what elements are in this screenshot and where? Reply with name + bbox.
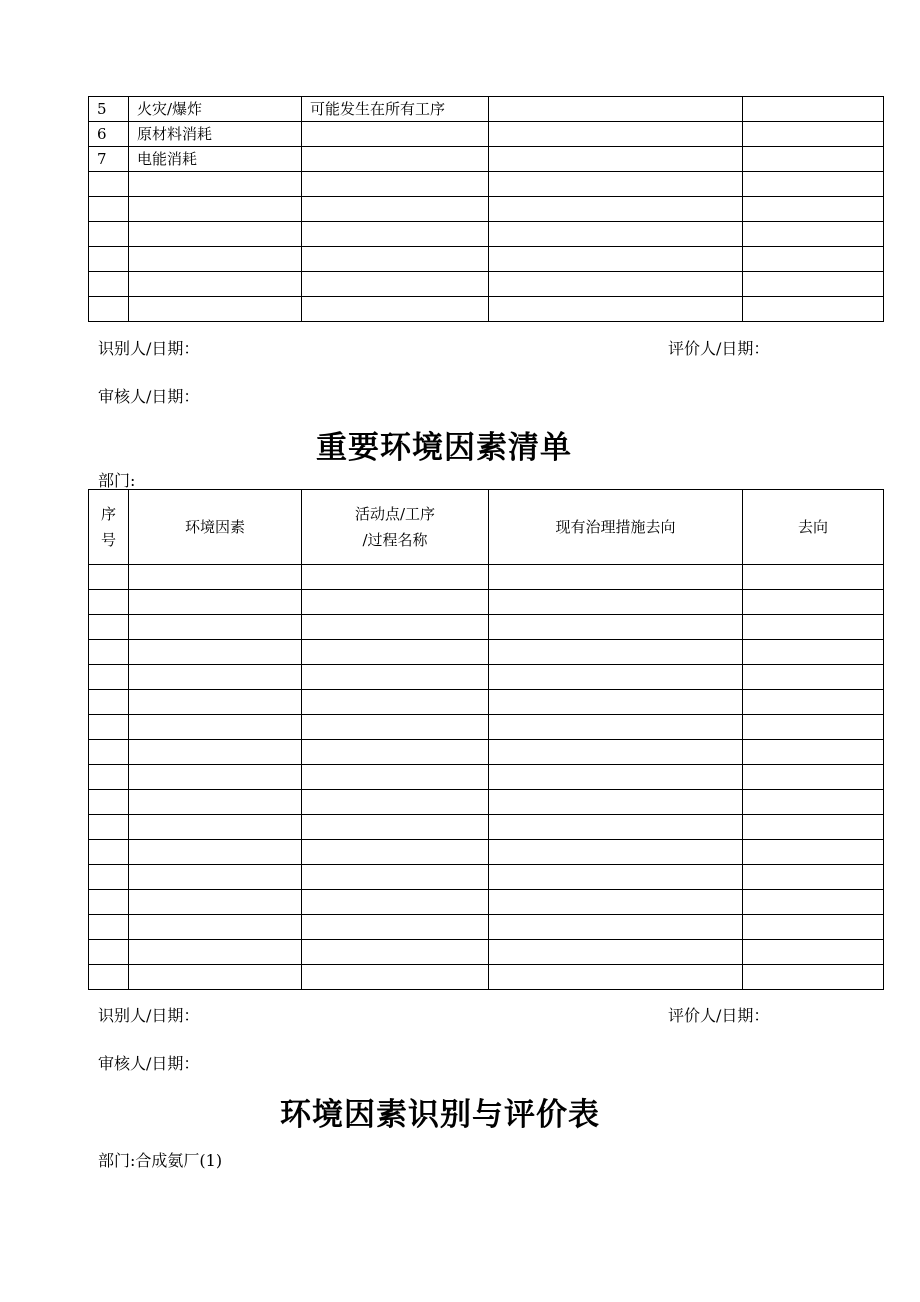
- table-row: [89, 97, 884, 122]
- table-cell: [489, 97, 743, 122]
- table-cell: [129, 565, 302, 590]
- table-cell: 可能发生在所有工序: [302, 97, 489, 122]
- table-row: [89, 590, 884, 615]
- table-cell: [743, 840, 884, 865]
- header-cell: 环境因素: [129, 490, 302, 565]
- header-cell: 序 号: [89, 490, 129, 565]
- table-row: [89, 222, 884, 247]
- table-cell: [302, 147, 489, 172]
- table-cell: [743, 740, 884, 765]
- aspect-evaluation-title: 环境因素识别与评价表: [280, 1097, 600, 1133]
- table-cell: [489, 640, 743, 665]
- table-row: [89, 865, 884, 890]
- table-cell: [129, 172, 302, 197]
- table-cell: [129, 840, 302, 865]
- table-cell: 5: [89, 97, 129, 122]
- table-cell: [489, 565, 743, 590]
- table-row: [89, 715, 884, 740]
- header-cell: 活动点/工序 /过程名称: [302, 490, 489, 565]
- table-cell: [489, 197, 743, 222]
- table-cell: [489, 665, 743, 690]
- table-cell: [89, 297, 129, 322]
- table-cell: [302, 590, 489, 615]
- table-cell: [489, 222, 743, 247]
- department-label-2: 部门:: [98, 471, 136, 490]
- table-cell: [89, 222, 129, 247]
- table-cell: [489, 790, 743, 815]
- table-cell: [302, 172, 489, 197]
- table-cell: [489, 765, 743, 790]
- table-cell: [743, 765, 884, 790]
- table-cell: [89, 790, 129, 815]
- table-cell: [302, 122, 489, 147]
- table-cell: [489, 172, 743, 197]
- table-cell: 7: [89, 147, 129, 172]
- table-cell: [129, 222, 302, 247]
- table-cell: [302, 272, 489, 297]
- table-cell: [89, 615, 129, 640]
- table-cell: [129, 197, 302, 222]
- table-cell: [89, 690, 129, 715]
- table-row: [89, 890, 884, 915]
- table-cell: [743, 690, 884, 715]
- table-cell: [743, 590, 884, 615]
- significant-aspects-table: [88, 489, 884, 990]
- table-cell: [743, 865, 884, 890]
- table-cell: [89, 890, 129, 915]
- table-cell: [489, 865, 743, 890]
- table-cell: [129, 865, 302, 890]
- table-cell: [302, 640, 489, 665]
- table-cell: [302, 940, 489, 965]
- table-cell: [302, 740, 489, 765]
- table-cell: [129, 247, 302, 272]
- table-cell: 电能消耗: [129, 147, 302, 172]
- table-cell: [129, 940, 302, 965]
- table-row: [89, 665, 884, 690]
- table-cell: [743, 615, 884, 640]
- table-row: [89, 297, 884, 322]
- table-cell: [489, 615, 743, 640]
- table-cell: [743, 565, 884, 590]
- table-cell: [489, 915, 743, 940]
- table-cell: [129, 890, 302, 915]
- reviewer-date-label-2: 审核人/日期：: [98, 1054, 200, 1073]
- aspect-table-continued: [88, 96, 884, 322]
- table-cell: [129, 715, 302, 740]
- department-label-3: 部门:合成氨厂(1): [98, 1151, 223, 1170]
- table-cell: [302, 665, 489, 690]
- table-cell: [743, 297, 884, 322]
- significant-aspects-title: 重要环境因素清单: [316, 430, 572, 466]
- table-cell: [89, 815, 129, 840]
- table-cell: [129, 815, 302, 840]
- table-cell: [489, 147, 743, 172]
- table-cell: [89, 715, 129, 740]
- table-cell: [89, 965, 129, 990]
- table-row: [89, 147, 884, 172]
- table-header-row: [89, 490, 884, 565]
- table-cell: [89, 765, 129, 790]
- identifier-date-label-2: 识别人/日期：: [98, 1006, 200, 1025]
- table-row: [89, 840, 884, 865]
- table-cell: [489, 272, 743, 297]
- table-cell: [489, 297, 743, 322]
- table-row: [89, 915, 884, 940]
- table-row: [89, 965, 884, 990]
- table-cell: [743, 222, 884, 247]
- evaluator-date-label-2: 评价人/日期：: [668, 1006, 770, 1025]
- table-cell: [302, 915, 489, 940]
- table-cell: [489, 965, 743, 990]
- table-cell: [129, 790, 302, 815]
- table-cell: [89, 590, 129, 615]
- table-cell: [743, 147, 884, 172]
- table-cell: [489, 890, 743, 915]
- table-row: [89, 122, 884, 147]
- table-cell: 火灾/爆炸: [129, 97, 302, 122]
- identifier-date-label-1: 识别人/日期：: [98, 339, 200, 358]
- table-cell: [89, 865, 129, 890]
- table-cell: [129, 740, 302, 765]
- table-cell: 原材料消耗: [129, 122, 302, 147]
- table-cell: [89, 565, 129, 590]
- evaluator-date-label-1: 评价人/日期：: [668, 339, 770, 358]
- table-cell: [743, 915, 884, 940]
- table-cell: [743, 272, 884, 297]
- table-cell: [302, 790, 489, 815]
- table-cell: [302, 222, 489, 247]
- table-cell: [129, 915, 302, 940]
- table-cell: [302, 815, 489, 840]
- table-cell: [489, 247, 743, 272]
- table-cell: [743, 715, 884, 740]
- table-cell: [743, 97, 884, 122]
- table-row: [89, 247, 884, 272]
- table-row: [89, 740, 884, 765]
- table-cell: [743, 815, 884, 840]
- table-cell: [302, 965, 489, 990]
- table-cell: [302, 715, 489, 740]
- table-cell: [302, 690, 489, 715]
- table-cell: [129, 640, 302, 665]
- table-row: [89, 940, 884, 965]
- table-cell: [129, 615, 302, 640]
- table-row: [89, 615, 884, 640]
- table-cell: [743, 665, 884, 690]
- table-cell: [743, 965, 884, 990]
- table-cell: [743, 890, 884, 915]
- table-cell: [89, 640, 129, 665]
- table-cell: [89, 172, 129, 197]
- table-row: [89, 272, 884, 297]
- table-row: [89, 172, 884, 197]
- table-cell: [89, 940, 129, 965]
- table-cell: [489, 815, 743, 840]
- table-cell: [743, 172, 884, 197]
- table-cell: [302, 840, 489, 865]
- table-cell: [302, 615, 489, 640]
- table-cell: [489, 940, 743, 965]
- table-cell: [89, 915, 129, 940]
- table-row: [89, 197, 884, 222]
- table-row: [89, 765, 884, 790]
- table-cell: [89, 272, 129, 297]
- table-cell: [489, 740, 743, 765]
- table-cell: [89, 665, 129, 690]
- table-cell: [489, 840, 743, 865]
- table-cell: [302, 247, 489, 272]
- table-cell: [743, 790, 884, 815]
- table-cell: [129, 297, 302, 322]
- table-cell: [489, 122, 743, 147]
- header-cell: 现有治理措施去向: [489, 490, 743, 565]
- table-cell: [743, 247, 884, 272]
- table-cell: [743, 197, 884, 222]
- table-cell: [743, 640, 884, 665]
- table-row: [89, 815, 884, 840]
- header-cell: 去向: [743, 490, 884, 565]
- table-cell: [302, 765, 489, 790]
- table-row: [89, 690, 884, 715]
- table-cell: [302, 565, 489, 590]
- table-cell: [302, 865, 489, 890]
- table-row: [89, 640, 884, 665]
- table-cell: [743, 940, 884, 965]
- reviewer-date-label-1: 审核人/日期：: [98, 387, 200, 406]
- table-cell: [129, 590, 302, 615]
- table-cell: [302, 890, 489, 915]
- table-cell: [489, 590, 743, 615]
- table-cell: [129, 272, 302, 297]
- table-cell: [489, 690, 743, 715]
- table-cell: [302, 297, 489, 322]
- table-row: [89, 790, 884, 815]
- table-cell: [129, 965, 302, 990]
- table-cell: [302, 197, 489, 222]
- table-cell: [129, 765, 302, 790]
- table-cell: [89, 247, 129, 272]
- table-row: [89, 565, 884, 590]
- table-cell: [129, 665, 302, 690]
- table-cell: [89, 840, 129, 865]
- table-cell: [89, 197, 129, 222]
- table-cell: [129, 690, 302, 715]
- table-cell: [89, 740, 129, 765]
- table-cell: [489, 715, 743, 740]
- table-cell: 6: [89, 122, 129, 147]
- table-cell: [743, 122, 884, 147]
